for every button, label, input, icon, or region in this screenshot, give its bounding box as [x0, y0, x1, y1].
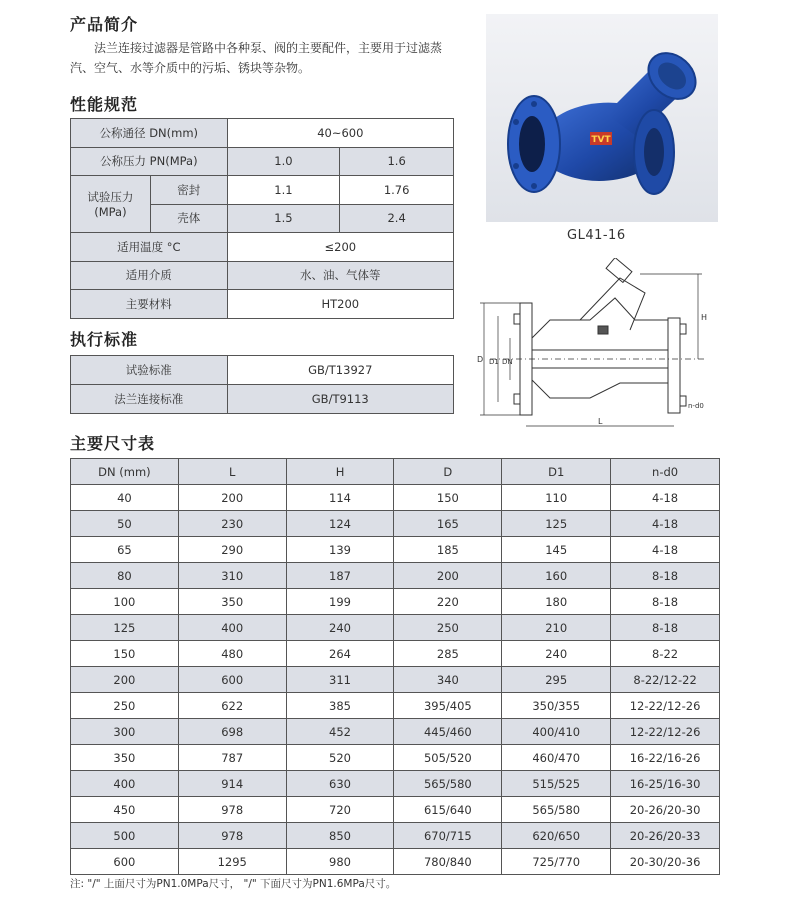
cell-nd0: 4-18 — [611, 537, 720, 563]
cell-nd0: 4-18 — [611, 485, 720, 511]
cell-h: 311 — [286, 667, 394, 693]
header-d1: D1 — [502, 459, 611, 485]
cell-d: 185 — [394, 537, 502, 563]
product-photo — [486, 14, 718, 222]
cell-d1: 145 — [502, 537, 611, 563]
flange-standard-value: GB/T9113 — [227, 385, 453, 414]
cell-l: 230 — [178, 511, 286, 537]
test-pressure-name: 试验压力 — [87, 190, 134, 204]
cell-h: 124 — [286, 511, 394, 537]
cell-nd0: 8-18 — [611, 589, 720, 615]
cell-d1: 460/470 — [502, 745, 611, 771]
table-row — [71, 823, 720, 849]
intro-text: 法兰连接过滤器是管路中各种泵、阀的主要配件，主要用于过滤蒸汽、空气、水等介质中的污垢、锈块等杂物。 — [70, 41, 443, 75]
cell-l: 914 — [178, 771, 286, 797]
cell-l: 978 — [178, 797, 286, 823]
cell-dn: 300 — [71, 719, 179, 745]
cell-l: 400 — [178, 615, 286, 641]
seal-label: 密封 — [150, 176, 227, 205]
cell-dn: 600 — [71, 849, 179, 875]
performance-title: 性能规范 — [70, 95, 139, 114]
cell-d: 200 — [394, 563, 502, 589]
dimensions-note: 注: "/" 上面尺寸为PN1.0MPa尺寸， "/" 下面尺寸为PN1.6MPa尺寸。 — [70, 878, 397, 890]
cell-dn: 80 — [71, 563, 179, 589]
table-row — [71, 667, 720, 693]
cell-l: 1295 — [178, 849, 286, 875]
seal-value-2: 1.76 — [340, 176, 454, 205]
cell-d: 780/840 — [394, 849, 502, 875]
cell-d1: 620/650 — [502, 823, 611, 849]
cell-d: 150 — [394, 485, 502, 511]
cell-d: 395/405 — [394, 693, 502, 719]
nominal-pressure-value-2: 1.6 — [340, 147, 454, 176]
cell-dn: 450 — [71, 797, 179, 823]
drawing-label-d: D — [477, 355, 484, 364]
cell-d1: 110 — [502, 485, 611, 511]
header-h: H — [286, 459, 394, 485]
test-pressure-label — [71, 176, 151, 233]
cell-h: 199 — [286, 589, 394, 615]
intro-title: 产品简介 — [70, 15, 139, 34]
cell-h: 385 — [286, 693, 394, 719]
drawing-label-d1: D1 — [489, 358, 499, 366]
drawing-label-dn: DN — [502, 358, 513, 366]
nominal-diameter-label: 公称通径 DN(mm) — [71, 119, 228, 148]
cell-d1: 515/525 — [502, 771, 611, 797]
cell-dn: 400 — [71, 771, 179, 797]
nominal-pressure-label: 公称压力 PN(MPa) — [71, 147, 228, 176]
table-row — [71, 485, 720, 511]
standards-table — [70, 355, 454, 414]
cell-h: 720 — [286, 797, 394, 823]
cell-dn: 50 — [71, 511, 179, 537]
cell-dn: 500 — [71, 823, 179, 849]
cell-d: 250 — [394, 615, 502, 641]
cell-d: 285 — [394, 641, 502, 667]
flange-standard-label: 法兰连接标准 — [71, 385, 228, 414]
cell-d1: 725/770 — [502, 849, 611, 875]
table-row — [71, 563, 720, 589]
cell-l: 787 — [178, 745, 286, 771]
cell-h: 139 — [286, 537, 394, 563]
table-row — [71, 693, 720, 719]
cell-l: 200 — [178, 485, 286, 511]
header-nd0: n-d0 — [611, 459, 720, 485]
cell-d: 670/715 — [394, 823, 502, 849]
table-row — [71, 797, 720, 823]
nominal-pressure-value-1: 1.0 — [227, 147, 340, 176]
cell-dn: 100 — [71, 589, 179, 615]
drawing-label-nd0: n-d0 — [688, 402, 704, 410]
cell-h: 114 — [286, 485, 394, 511]
product-caption: GL41-16 — [567, 228, 626, 243]
cell-d1: 240 — [502, 641, 611, 667]
cell-nd0: 8-18 — [611, 615, 720, 641]
cell-nd0: 12-22/12-26 — [611, 693, 720, 719]
cell-d1: 180 — [502, 589, 611, 615]
dimensions-title: 主要尺寸表 — [70, 434, 156, 453]
nominal-diameter-value: 40~600 — [227, 119, 453, 148]
cell-d: 220 — [394, 589, 502, 615]
technical-drawing — [470, 258, 720, 433]
dimensions-table — [70, 458, 720, 875]
cell-d1: 400/410 — [502, 719, 611, 745]
cell-h: 240 — [286, 615, 394, 641]
header-d: D — [394, 459, 502, 485]
cell-l: 350 — [178, 589, 286, 615]
table-row — [71, 745, 720, 771]
cell-l: 698 — [178, 719, 286, 745]
cell-d1: 210 — [502, 615, 611, 641]
table-row — [71, 589, 720, 615]
cell-nd0: 16-25/16-30 — [611, 771, 720, 797]
shell-value-1: 1.5 — [227, 204, 340, 233]
drawing-label-h: H — [701, 313, 708, 322]
dimensions-body — [71, 485, 720, 875]
cell-dn: 200 — [71, 667, 179, 693]
cell-h: 452 — [286, 719, 394, 745]
table-row — [71, 537, 720, 563]
cell-nd0: 8-22 — [611, 641, 720, 667]
test-pressure-unit: (MPa) — [94, 205, 127, 219]
cell-d1: 160 — [502, 563, 611, 589]
cell-d: 505/520 — [394, 745, 502, 771]
material-label: 主要材料 — [71, 290, 228, 319]
temperature-label: 适用温度 °C — [71, 233, 228, 262]
material-value: HT200 — [227, 290, 453, 319]
cell-nd0: 4-18 — [611, 511, 720, 537]
cell-nd0: 20-26/20-33 — [611, 823, 720, 849]
shell-value-2: 2.4 — [340, 204, 454, 233]
cell-h: 187 — [286, 563, 394, 589]
cell-l: 622 — [178, 693, 286, 719]
cell-d: 340 — [394, 667, 502, 693]
cell-d: 445/460 — [394, 719, 502, 745]
cell-h: 850 — [286, 823, 394, 849]
shell-label: 壳体 — [150, 204, 227, 233]
cell-h: 630 — [286, 771, 394, 797]
cell-l: 310 — [178, 563, 286, 589]
medium-label: 适用介质 — [71, 261, 228, 290]
cell-d1: 350/355 — [502, 693, 611, 719]
medium-value: 水、油、气体等 — [227, 261, 453, 290]
cell-dn: 150 — [71, 641, 179, 667]
cell-d: 165 — [394, 511, 502, 537]
table-row — [71, 771, 720, 797]
table-row — [71, 849, 720, 875]
cell-dn: 65 — [71, 537, 179, 563]
cell-nd0: 12-22/12-26 — [611, 719, 720, 745]
brand-logo: TVT — [591, 135, 611, 145]
header-l: L — [178, 459, 286, 485]
table-row — [71, 719, 720, 745]
cell-h: 980 — [286, 849, 394, 875]
dimensions-header-row — [71, 459, 720, 485]
cell-l: 290 — [178, 537, 286, 563]
cell-d: 565/580 — [394, 771, 502, 797]
cell-l: 480 — [178, 641, 286, 667]
performance-table — [70, 118, 454, 319]
cell-d: 615/640 — [394, 797, 502, 823]
cell-dn: 250 — [71, 693, 179, 719]
cell-d1: 295 — [502, 667, 611, 693]
test-standard-value: GB/T13927 — [227, 356, 453, 385]
seal-value-1: 1.1 — [227, 176, 340, 205]
table-row — [71, 511, 720, 537]
cell-d1: 125 — [502, 511, 611, 537]
cell-h: 520 — [286, 745, 394, 771]
temperature-value: ≤200 — [227, 233, 453, 262]
cell-d1: 565/580 — [502, 797, 611, 823]
drawing-label-l: L — [598, 417, 603, 426]
table-row — [71, 615, 720, 641]
cell-dn: 350 — [71, 745, 179, 771]
cell-nd0: 16-22/16-26 — [611, 745, 720, 771]
cell-nd0: 8-18 — [611, 563, 720, 589]
cell-nd0: 20-26/20-30 — [611, 797, 720, 823]
cell-l: 600 — [178, 667, 286, 693]
standards-title: 执行标准 — [70, 330, 139, 349]
header-dn: DN (mm) — [71, 459, 179, 485]
test-standard-label: 试验标准 — [71, 356, 228, 385]
table-row — [71, 641, 720, 667]
cell-h: 264 — [286, 641, 394, 667]
cell-nd0: 20-30/20-36 — [611, 849, 720, 875]
cell-dn: 40 — [71, 485, 179, 511]
cell-l: 978 — [178, 823, 286, 849]
cell-nd0: 8-22/12-22 — [611, 667, 720, 693]
cell-dn: 125 — [71, 615, 179, 641]
